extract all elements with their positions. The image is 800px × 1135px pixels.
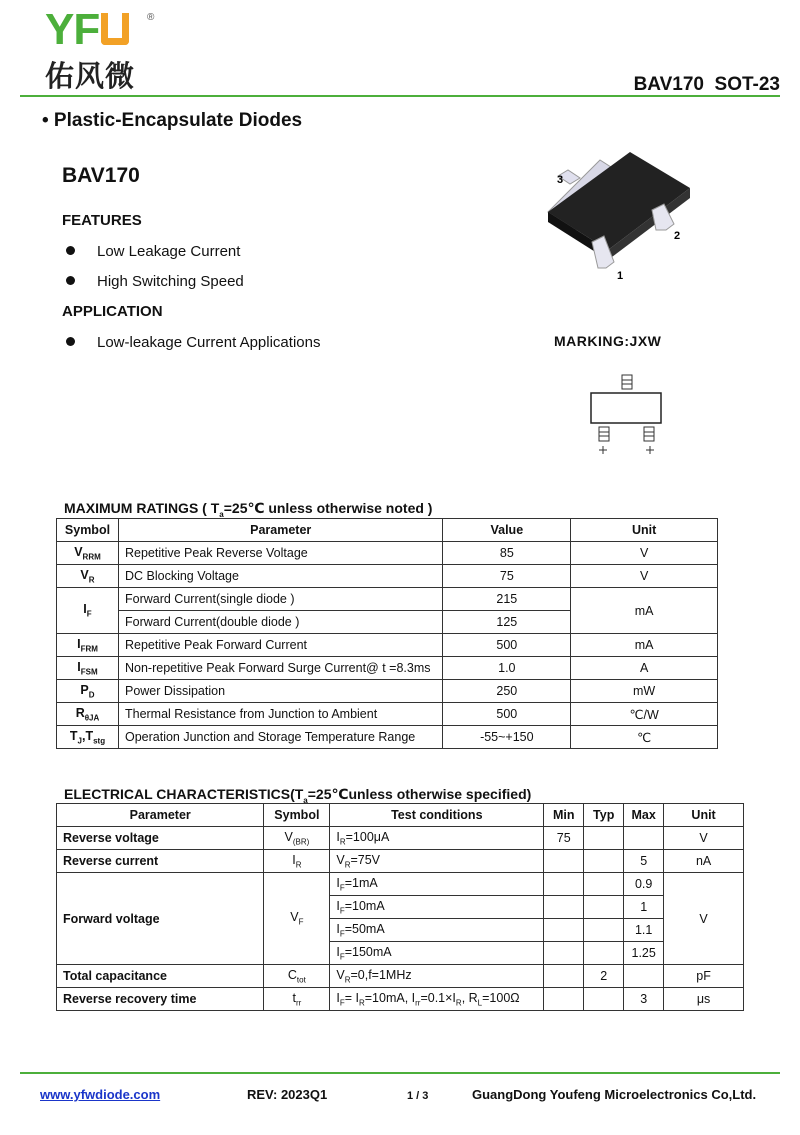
header-cell: Unit (571, 519, 718, 542)
table-row (57, 988, 744, 1011)
table-row (57, 680, 718, 703)
unit-cell: V (571, 542, 718, 565)
marking-label: MARKING:JXW (554, 333, 662, 349)
condition-cell: $I_F=50mA$ (330, 919, 544, 942)
parameter-cell: Repetitive Peak Reverse Voltage (118, 542, 442, 565)
unit-cell: V (664, 827, 744, 850)
value-cell: 1.0 (443, 657, 571, 680)
max-cell: 1.1 (624, 919, 664, 942)
table-row (57, 827, 744, 850)
bullet-icon (66, 276, 75, 285)
parameter-cell: Reverse voltage (57, 827, 264, 850)
section-title: • Plastic-Encapsulate Diodes (42, 110, 303, 131)
website-link[interactable]: www.yfwdiode.com (40, 1087, 161, 1102)
parameter-cell: Reverse recovery time (57, 988, 264, 1011)
parameter-cell: DC Blocking Voltage (118, 565, 442, 588)
table-header-row (57, 519, 718, 542)
typ-cell (584, 896, 624, 919)
revision-label: REV: 2023Q1 (247, 1087, 328, 1102)
value-cell: -55~+150 (443, 726, 571, 749)
table-row (57, 726, 718, 749)
table-row (57, 965, 744, 988)
footer-rule (20, 1072, 780, 1074)
unit-cell: μs (664, 988, 744, 1011)
unit-cell: mW (571, 680, 718, 703)
symbol-cell: $V_R$ (57, 565, 119, 588)
parameter-cell: Repetitive Peak Forward Current (118, 634, 442, 657)
min-cell (544, 942, 584, 965)
unit-cell: ℃/W (571, 703, 718, 726)
unit-cell: A (571, 657, 718, 680)
table-row (57, 542, 718, 565)
part-package-title: BAV170 SOT-23 (633, 74, 780, 95)
table-row (57, 850, 744, 873)
typ-cell: 2 (584, 965, 624, 988)
application-item: Low-leakage Current Applications (66, 334, 320, 351)
logo-chinese-name: 佑风微 (45, 59, 136, 93)
value-cell: 500 (443, 703, 571, 726)
bullet-icon (66, 337, 75, 346)
max-cell: 1.25 (624, 942, 664, 965)
condition-cell: $I_F=1mA$ (330, 873, 544, 896)
table-row (57, 657, 718, 680)
application-heading: APPLICATION (62, 303, 163, 320)
header-cell: Parameter (57, 804, 264, 827)
symbol-cell: $P_D$ (57, 680, 119, 703)
header-cell: Min (544, 804, 584, 827)
marking-diagram (585, 373, 670, 458)
symbol-cell: $I_{FRM}$ (57, 634, 119, 657)
unit-cell: V (571, 565, 718, 588)
unit-cell: mA (571, 588, 718, 634)
header-cell: Symbol (264, 804, 330, 827)
unit-cell: nA (664, 850, 744, 873)
table-row (57, 873, 744, 896)
max-cell: 1 (624, 896, 664, 919)
header-cell: Symbol (57, 519, 119, 542)
condition-cell: $V_R=75V$ (330, 850, 544, 873)
parameter-cell: Forward Current(single diode ) (118, 588, 442, 611)
symbol-cell: $R_{\theta JA}$ (57, 703, 119, 726)
condition-cell: $I_R=100\mu A$ (330, 827, 544, 850)
pin-2-label: 2 (674, 230, 681, 242)
header-cell: Unit (664, 804, 744, 827)
symbol-cell: $C_{tot}$ (264, 965, 330, 988)
table-row (57, 703, 718, 726)
unit-cell: mA (571, 634, 718, 657)
pin-1-label: 1 (617, 270, 624, 282)
parameter-cell: Non-repetitive Peak Forward Surge Current@ t =8.3ms (118, 657, 442, 680)
pin-3-label: 3 (557, 174, 564, 186)
symbol-cell: $I_F$ (57, 588, 119, 634)
header-cell: Test conditions (330, 804, 544, 827)
value-cell: 85 (443, 542, 571, 565)
header-cell: Typ (584, 804, 624, 827)
symbol-cell: $t_{rr}$ (264, 988, 330, 1011)
table-header-row (57, 804, 744, 827)
max-cell: 3 (624, 988, 664, 1011)
condition-cell: $I_F=150mA$ (330, 942, 544, 965)
table-row (57, 634, 718, 657)
value-cell: 250 (443, 680, 571, 703)
typ-cell (584, 850, 624, 873)
symbol-cell: $T_J,T_{stg}$ (57, 726, 119, 749)
value-cell: 215 (443, 588, 571, 611)
max-ratings-table (56, 518, 718, 749)
table-row (57, 565, 718, 588)
typ-cell (584, 827, 624, 850)
typ-cell (584, 942, 624, 965)
header-rule (20, 95, 780, 97)
feature-item: Low Leakage Current (66, 243, 240, 260)
elec-char-title: ELECTRICAL $CHARACTERISTICS(T_a=25℃unless$ otherwise specified) (64, 786, 532, 805)
condition-cell: $I_F=10mA$ (330, 896, 544, 919)
min-cell (544, 873, 584, 896)
elec-char-table (56, 803, 744, 1011)
header-cell: Max (624, 804, 664, 827)
parameter-cell: Forward Current(double diode ) (118, 611, 442, 634)
condition-cell: $I_F= I_R=10mA$, $I_{rr}=0.1\times I_R$, $R_L=100\Omega$ (330, 988, 544, 1011)
symbol-cell: $I_{FSM}$ (57, 657, 119, 680)
typ-cell (584, 988, 624, 1011)
logo-u-shape (101, 13, 129, 45)
features-heading: FEATURES (62, 212, 142, 229)
parameter-cell: Power Dissipation (118, 680, 442, 703)
min-cell (544, 988, 584, 1011)
unit-cell: pF (664, 965, 744, 988)
parameter-cell: Thermal Resistance from Junction to Ambient (118, 703, 442, 726)
feature-item: High Switching Speed (66, 273, 244, 290)
min-cell (544, 896, 584, 919)
symbol-cell: $V_{(BR)}$ (264, 827, 330, 850)
typ-cell (584, 873, 624, 896)
parameter-cell: Operation Junction and Storage Temperature Range (118, 726, 442, 749)
parameter-cell: Forward voltage (57, 873, 264, 965)
min-cell (544, 919, 584, 942)
parameter-cell: Reverse current (57, 850, 264, 873)
logo-yfw: YF (45, 8, 129, 52)
part-title: BAV170 (62, 164, 140, 187)
unit-cell: ℃ (571, 726, 718, 749)
value-cell: 75 (443, 565, 571, 588)
header-cell: Parameter (118, 519, 442, 542)
table-row (57, 588, 718, 611)
bullet-icon (66, 246, 75, 255)
min-cell (544, 850, 584, 873)
condition-cell: $V_R=0,f=1MHz$ (330, 965, 544, 988)
page-number: 1 / 3 (407, 1090, 429, 1102)
min-cell (544, 965, 584, 988)
min-cell: 75 (544, 827, 584, 850)
unit-cell: V (664, 873, 744, 965)
max-cell: 5 (624, 850, 664, 873)
parameter-cell: Total capacitance (57, 965, 264, 988)
typ-cell (584, 919, 624, 942)
max-cell (624, 965, 664, 988)
company-name: GuangDong Youfeng Microelectronics Co,Ltd. (472, 1087, 757, 1102)
max-cell (624, 827, 664, 850)
sot23-package-image (530, 150, 700, 285)
max-cell: 0.9 (624, 873, 664, 896)
symbol-cell: $V_F$ (264, 873, 330, 965)
header-cell: Value (443, 519, 571, 542)
value-cell: 500 (443, 634, 571, 657)
symbol-cell: $I_R$ (264, 850, 330, 873)
symbol-cell: $V_{RRM}$ (57, 542, 119, 565)
max-ratings-title: MAXIMUM RATINGS ( $T_a=25℃$ unless otherwise noted ) (64, 500, 433, 519)
value-cell: 125 (443, 611, 571, 634)
registered-mark: ® (147, 12, 155, 23)
